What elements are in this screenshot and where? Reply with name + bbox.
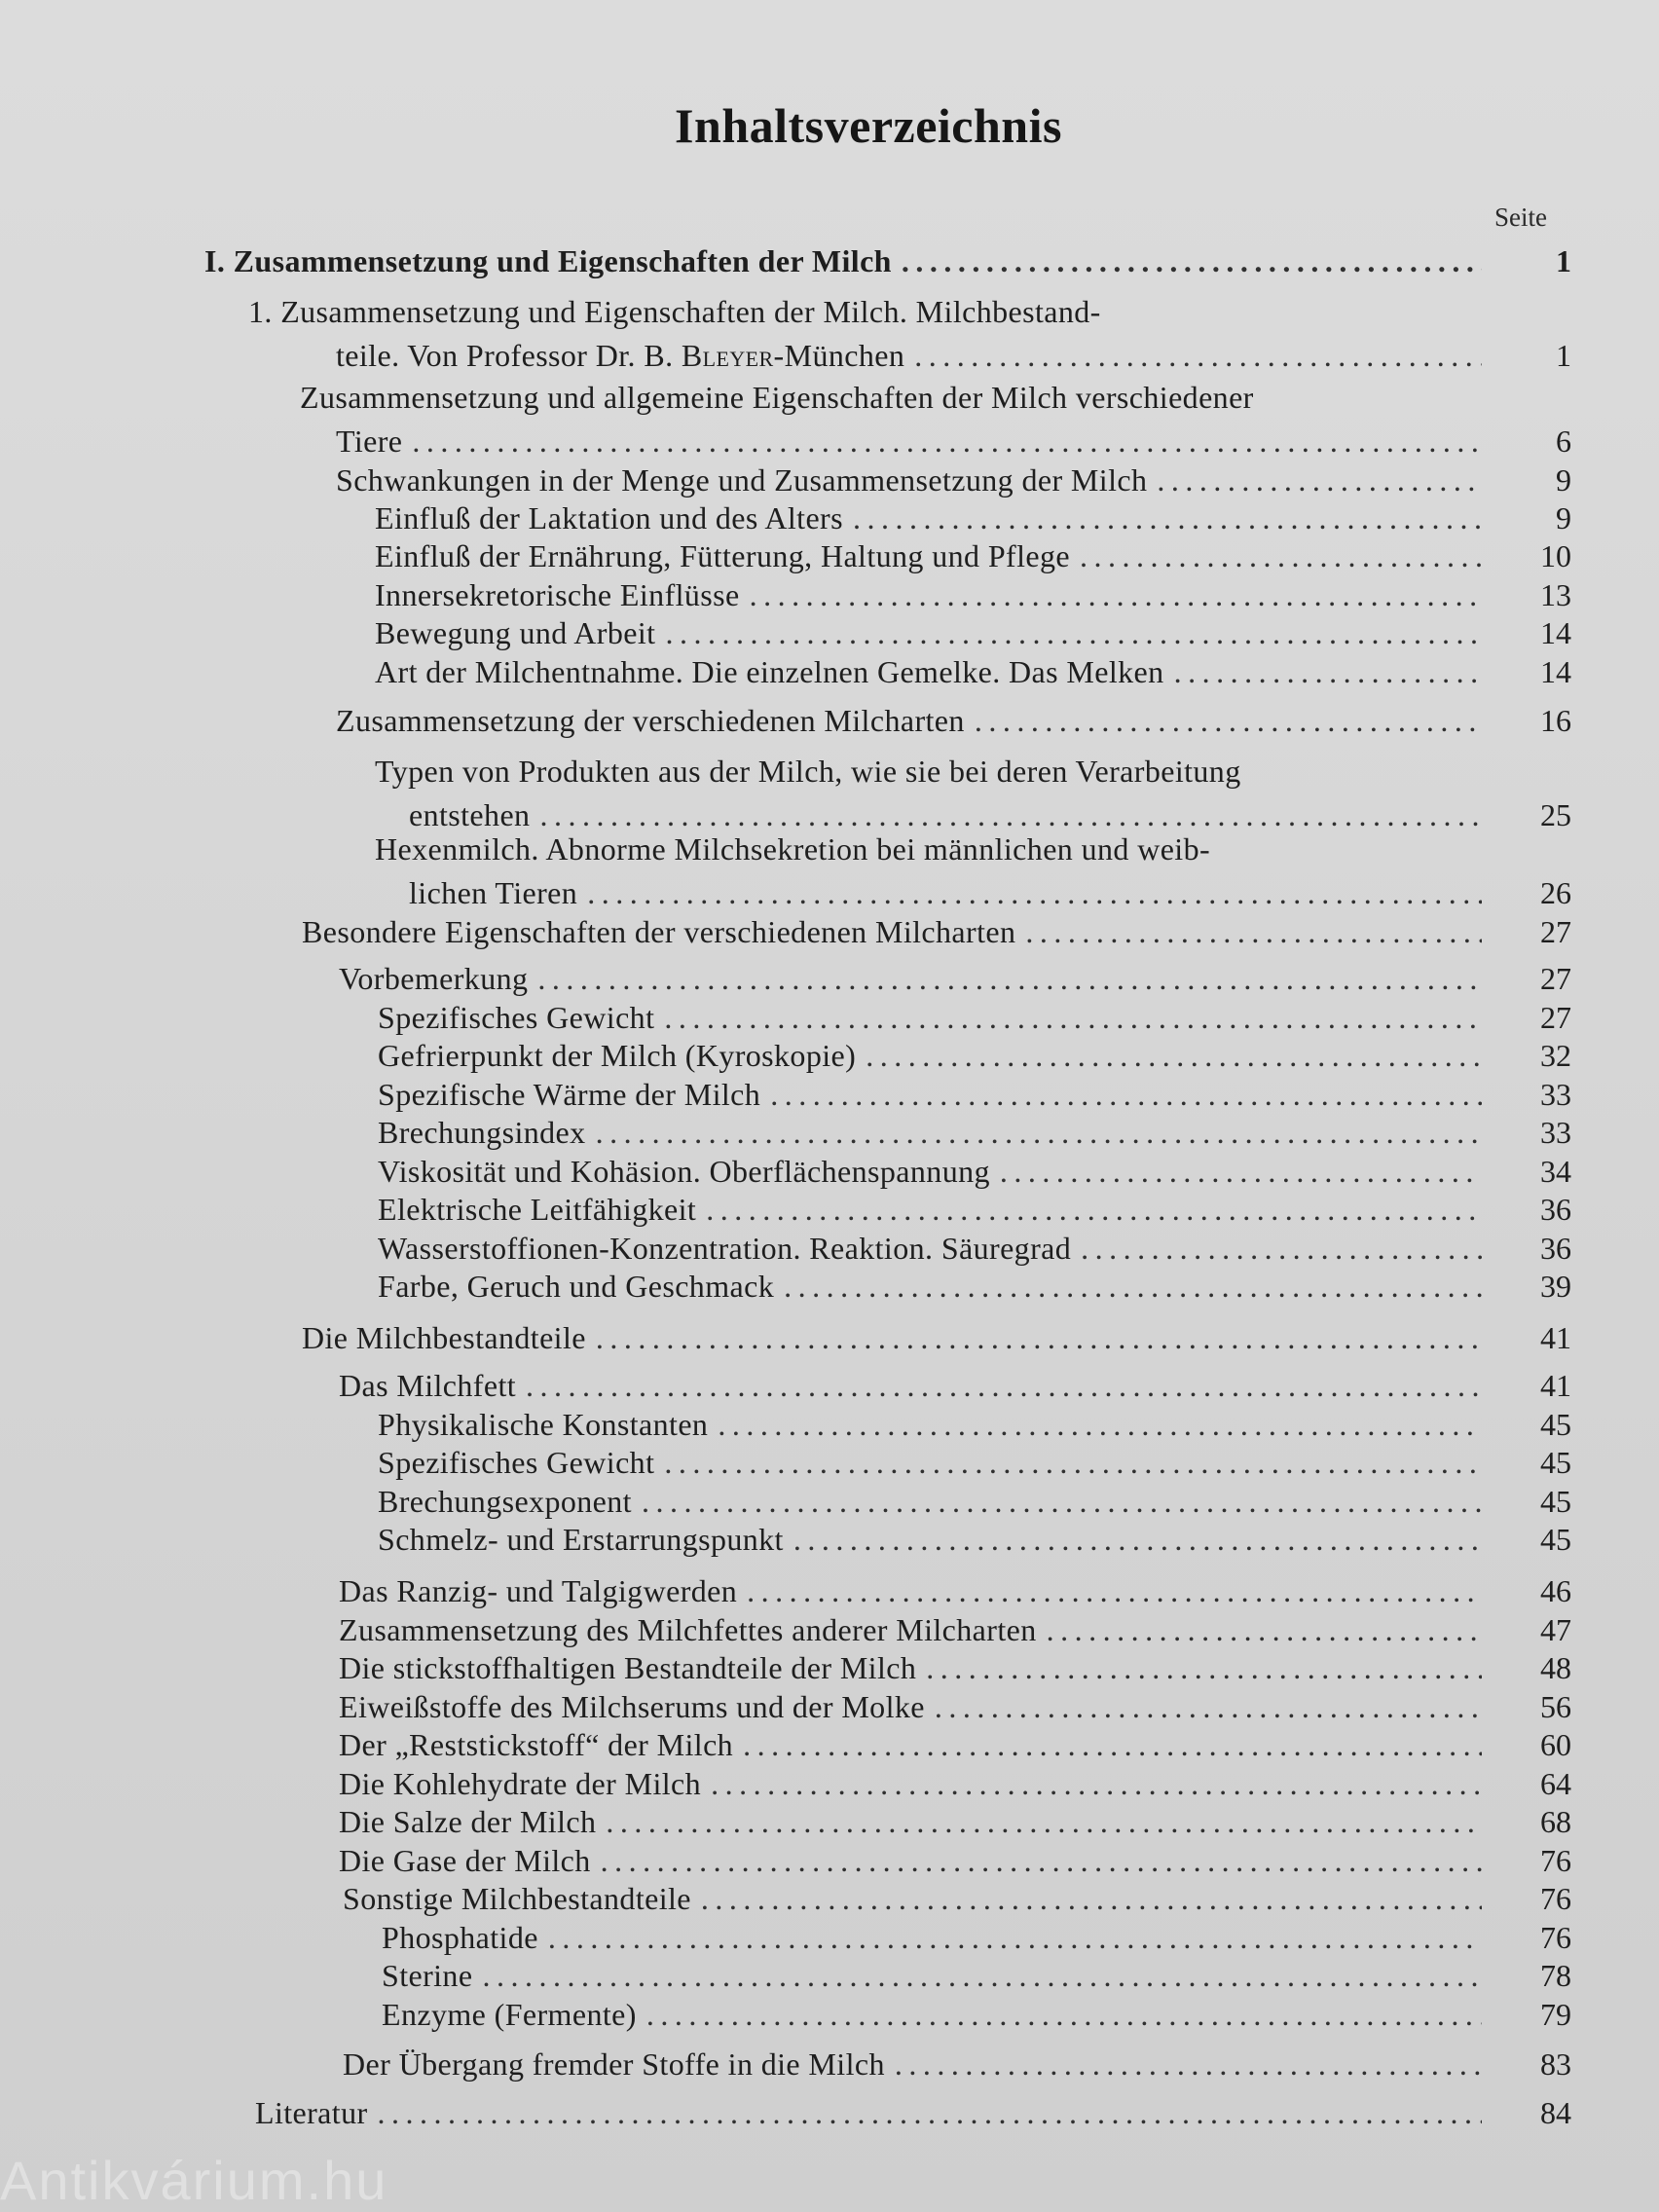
leader-dots (750, 575, 1482, 614)
toc-entry[interactable] (336, 336, 1571, 375)
toc-page-number: 10 (1540, 538, 1571, 573)
toc-page-number: 36 (1540, 1192, 1571, 1227)
leader-dots (853, 498, 1482, 537)
toc-entry-label: Besondere Eigenschaften der verschiedenen Milcharten (302, 914, 1016, 949)
toc-entry-label: Spezifische Wärme der Milch (378, 1077, 761, 1112)
toc-entry[interactable] (382, 1918, 1571, 1957)
toc-page-number: 34 (1540, 1154, 1571, 1189)
toc-entry-label: Farbe, Geruch und Geschmack (378, 1269, 775, 1304)
toc-entry[interactable] (343, 2045, 1571, 2083)
toc-entry[interactable] (409, 795, 1571, 834)
toc-entry[interactable] (378, 1190, 1571, 1229)
toc-page-number: 56 (1540, 1689, 1571, 1724)
toc-entry-label: Die Milchbestandteile (302, 1320, 586, 1355)
toc-entry-label: Sterine (382, 1958, 473, 1993)
toc-entry[interactable] (339, 1648, 1571, 1687)
toc-entry-label: Art der Milchentnahme. Die einzelnen Gemelke. Das Melken (375, 654, 1164, 689)
leader-dots (1157, 461, 1482, 499)
toc-page-number: 68 (1540, 1804, 1571, 1839)
toc-entry[interactable] (336, 701, 1571, 740)
toc-entry[interactable] (378, 1520, 1571, 1559)
leader-dots (926, 1648, 1482, 1687)
leader-dots (596, 1318, 1482, 1357)
toc-page-number: 6 (1556, 424, 1571, 459)
leader-dots (642, 1482, 1482, 1521)
toc-entry-label: Bewegung und Arbeit (375, 615, 656, 650)
toc-entry[interactable] (302, 912, 1571, 951)
toc-entry[interactable] (336, 461, 1571, 499)
toc-entry-label: lichen Tieren (409, 875, 578, 910)
toc-page-number: 9 (1556, 500, 1571, 535)
toc-entry[interactable] (339, 1841, 1571, 1880)
toc-entry[interactable] (339, 1725, 1571, 1764)
toc-entry-label: Zusammensetzung der verschiedenen Milcharten (336, 703, 965, 738)
toc-entry-label: Innersekretorische Einflüsse (375, 577, 740, 612)
leader-dots (665, 613, 1482, 652)
toc-entry[interactable] (255, 2093, 1571, 2132)
toc-entry[interactable] (343, 1879, 1571, 1918)
toc-entry[interactable] (382, 1956, 1571, 1995)
leader-dots (482, 1956, 1482, 1995)
toc-entry[interactable] (339, 1802, 1571, 1841)
toc-page-number: 27 (1540, 1000, 1571, 1035)
toc-page-number: 78 (1540, 1958, 1571, 1993)
toc-entry[interactable] (378, 998, 1571, 1037)
toc-page-number: 1 (1556, 243, 1571, 278)
toc-page-number: 26 (1540, 875, 1571, 910)
toc-page-number: 76 (1540, 1843, 1571, 1878)
toc-entry-label: Brechungsexponent (378, 1484, 632, 1519)
leader-dots (526, 1366, 1482, 1405)
toc-entry-label: Physikalische Konstanten (378, 1407, 709, 1442)
leader-dots (706, 1190, 1482, 1229)
leader-dots (378, 2093, 1482, 2132)
toc-entry[interactable] (378, 1405, 1571, 1444)
toc-entry-label: Viskosität und Kohäsion. Oberflächenspannung (378, 1154, 990, 1189)
leader-dots (895, 2045, 1482, 2083)
toc-entry-label: Elektrische Leitfähigkeit (378, 1192, 697, 1227)
toc-entry[interactable] (336, 422, 1571, 461)
toc-page-number: 41 (1540, 1320, 1571, 1355)
leader-dots (914, 336, 1482, 375)
leader-dots (1000, 1152, 1482, 1191)
toc-entry[interactable] (378, 1267, 1571, 1306)
leader-dots (664, 1443, 1482, 1482)
toc-entry-label: Wasserstoffionen-Konzentration. Reaktion. Säuregrad (378, 1231, 1072, 1266)
leader-dots (975, 701, 1482, 740)
toc-entry-line: Zusammensetzung und allgemeine Eigenschaften der Milch verschiedener (300, 380, 1254, 415)
toc-entry-label: Tiere (336, 424, 403, 459)
toc-page-number: 45 (1540, 1407, 1571, 1442)
toc-entry[interactable] (375, 613, 1571, 652)
toc-page-number: 64 (1540, 1766, 1571, 1801)
toc-page-number: 33 (1540, 1115, 1571, 1150)
toc-page-number: 14 (1540, 654, 1571, 689)
toc-page-number: 47 (1540, 1612, 1571, 1647)
leader-dots (747, 1571, 1482, 1610)
watermark: Antikvárium.hu (0, 2150, 388, 2211)
toc-entry-label: Brechungsindex (378, 1115, 586, 1150)
toc-entry-label: Spezifisches Gewicht (378, 1445, 655, 1480)
leader-dots (1081, 1229, 1482, 1268)
toc-page-number: 1 (1556, 338, 1571, 373)
toc-entry-label: Einfluß der Laktation und des Alters (375, 500, 843, 535)
leader-dots (548, 1918, 1482, 1957)
toc-page-number: 41 (1540, 1368, 1571, 1403)
toc-entry-label: Sonstige Milchbestandteile (343, 1881, 691, 1916)
toc-page-number: 45 (1540, 1484, 1571, 1519)
leader-dots (902, 241, 1482, 280)
leader-dots (587, 873, 1482, 912)
toc-entry-label: Der „Reststickstoff“ der Milch (339, 1727, 734, 1762)
toc-entry-label: Gefrierpunkt der Milch (Kyroskopie) (378, 1038, 857, 1073)
toc-page-number: 25 (1540, 797, 1571, 832)
toc-entry-label: Vorbemerkung (339, 961, 529, 996)
toc-entry[interactable] (378, 1443, 1571, 1482)
leader-dots (718, 1405, 1482, 1444)
toc-entry-label: entstehen (409, 797, 531, 832)
leader-dots (664, 998, 1482, 1037)
leader-dots (866, 1036, 1482, 1075)
toc-entry[interactable] (378, 1482, 1571, 1521)
toc-entry-line: Typen von Produkten aus der Milch, wie sie bei deren Verarbeitung (375, 754, 1241, 789)
toc-page-number: 13 (1540, 577, 1571, 612)
toc-page-number: 32 (1540, 1038, 1571, 1073)
toc-page-number: 46 (1540, 1573, 1571, 1608)
leader-dots (1174, 652, 1482, 691)
leader-dots (646, 1995, 1482, 2034)
toc-entry-label: Das Milchfett (339, 1368, 517, 1403)
leader-dots (539, 795, 1482, 834)
page-column-label: Seite (1494, 203, 1547, 232)
toc-entry[interactable] (382, 1995, 1571, 2034)
toc-entry-label: I. Zusammensetzung und Eigenschaften der Milch (204, 243, 892, 278)
toc-entry-label: Die stickstoffhaltigen Bestandteile der Milch (339, 1650, 917, 1685)
leader-dots (793, 1520, 1482, 1559)
leader-dots (537, 959, 1482, 998)
toc-page-number: 76 (1540, 1881, 1571, 1916)
toc-page-number: 76 (1540, 1920, 1571, 1955)
leader-dots (1047, 1610, 1482, 1649)
leader-dots (701, 1879, 1482, 1918)
toc-page-number: 45 (1540, 1522, 1571, 1557)
toc-entry[interactable] (339, 959, 1571, 998)
toc-entry-line: Hexenmilch. Abnorme Milchsekretion bei männlichen und weib- (375, 831, 1211, 866)
toc-entry[interactable] (378, 1113, 1571, 1152)
leader-dots (1025, 912, 1482, 951)
leader-dots (601, 1841, 1482, 1880)
toc-entry[interactable] (339, 1610, 1571, 1649)
toc-page-number: 45 (1540, 1445, 1571, 1480)
toc-page-number: 60 (1540, 1727, 1571, 1762)
toc-entry-label: Die Gase der Milch (339, 1843, 591, 1878)
toc-page-number: 14 (1540, 615, 1571, 650)
toc-entry[interactable] (375, 652, 1571, 691)
toc-page-number: 79 (1540, 1997, 1571, 2032)
toc-entry[interactable] (204, 241, 1571, 280)
toc-entry[interactable] (378, 1036, 1571, 1075)
page-title: Inhaltsverzeichnis (675, 98, 1062, 153)
toc-entry[interactable] (378, 1152, 1571, 1191)
toc-entry[interactable] (378, 1229, 1571, 1268)
toc-entry[interactable] (339, 1764, 1571, 1803)
toc-entry[interactable] (378, 1075, 1571, 1114)
toc-entry-label: Enzyme (Fermente) (382, 1997, 637, 2032)
toc-entry-label: Das Ranzig- und Talgigwerden (339, 1573, 738, 1608)
toc-entry-label: teile. Von Professor Dr. B. Bleyer-München (336, 338, 905, 373)
toc-page-number: 27 (1540, 961, 1571, 996)
toc-entry-line: 1. Zusammensetzung und Eigenschaften der Milch. Milchbestand- (248, 294, 1101, 329)
toc-entry-label: Der Übergang fremder Stoffe in die Milch (343, 2046, 885, 2082)
toc-entry-label: Schwankungen in der Menge und Zusammensetzung der Milch (336, 462, 1148, 498)
leader-dots (784, 1267, 1482, 1306)
leader-dots (770, 1075, 1482, 1114)
leader-dots (412, 422, 1482, 461)
toc-entry-label: Schmelz- und Erstarrungspunkt (378, 1522, 784, 1557)
toc-entry[interactable] (409, 873, 1571, 912)
toc-entry-label: Die Salze der Milch (339, 1804, 597, 1839)
toc-entry[interactable] (375, 536, 1571, 575)
toc-page-number: 84 (1540, 2095, 1571, 2130)
toc-page-number: 27 (1540, 914, 1571, 949)
toc-page-number: 9 (1556, 462, 1571, 498)
toc-page-number: 33 (1540, 1077, 1571, 1112)
leader-dots (1080, 536, 1482, 575)
toc-entry[interactable] (339, 1366, 1571, 1405)
toc-entry[interactable] (375, 575, 1571, 614)
toc-entry-label: Einfluß der Ernährung, Fütterung, Haltung und Pflege (375, 538, 1070, 573)
toc-entry-label: Eiweißstoffe des Milchserums und der Molke (339, 1689, 925, 1724)
toc-entry[interactable] (302, 1318, 1571, 1357)
toc-page-number: 36 (1540, 1231, 1571, 1266)
toc-entry-label: Literatur (255, 2095, 368, 2130)
toc-entry[interactable] (339, 1687, 1571, 1726)
toc-page-number: 48 (1540, 1650, 1571, 1685)
toc-entry-label: Zusammensetzung des Milchfettes anderer Milcharten (339, 1612, 1037, 1647)
toc-entry-label: Phosphatide (382, 1920, 538, 1955)
toc-entry[interactable] (375, 498, 1571, 537)
toc-page-number: 16 (1540, 703, 1571, 738)
toc-entry-label: Spezifisches Gewicht (378, 1000, 655, 1035)
toc-entry[interactable] (339, 1571, 1571, 1610)
toc-page-number: 83 (1540, 2046, 1571, 2082)
leader-dots (596, 1113, 1482, 1152)
leader-dots (711, 1764, 1482, 1803)
leader-dots (935, 1687, 1482, 1726)
leader-dots (743, 1725, 1482, 1764)
leader-dots (606, 1802, 1482, 1841)
toc-entry-label: Die Kohlehydrate der Milch (339, 1766, 702, 1801)
toc-page-number: 39 (1540, 1269, 1571, 1304)
